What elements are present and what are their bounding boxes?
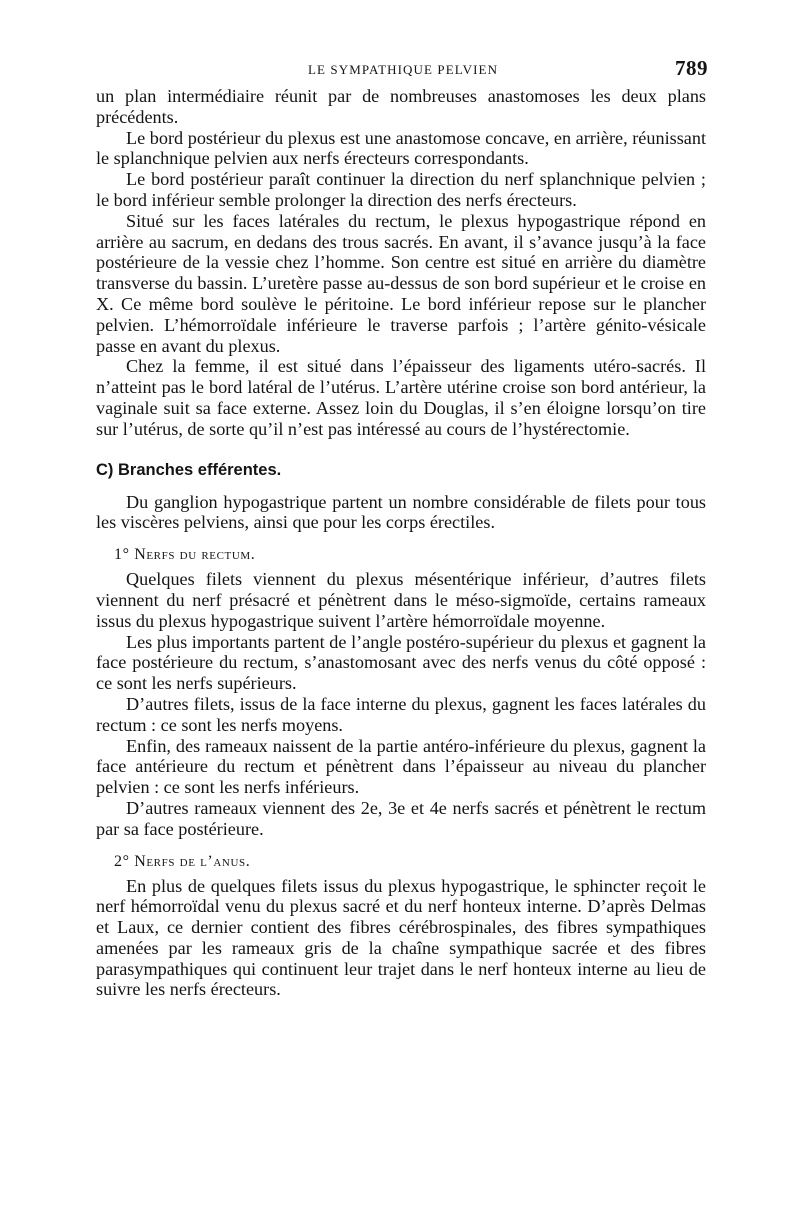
- document-page: [96, 56, 706, 1000]
- paragraph-rectum-3: D’autres filets, issus de la face interne du plexus, gagnent les faces latérales du rectum : ce sont les nerfs moyens.: [96, 693, 706, 735]
- paragraph-rectum-4: Enfin, des rameaux naissent de la partie antéro-inférieure du plexus, gagnent la face antérieure du rectum et pénètrent dans l’épaisseur au niveau du plancher pelvien : ce sont les nerfs inférieurs.: [96, 735, 706, 798]
- paragraph-efferent-intro: Du ganglion hypogastrique partent un nombre considérable de filets pour tous les viscères pelviens, ainsi que pour les corps érectiles.: [96, 491, 706, 533]
- paragraph-posterior-border: Le bord postérieur du plexus est une anastomose concave, en arrière, réunissant le splanchnique pelvien aux nerfs érecteurs correspondants.: [96, 127, 706, 169]
- paragraph-rectum-5: D’autres rameaux viennent des 2e, 3e et 4e nerfs sacrés et pénètrent le rectum par sa face postérieure.: [96, 797, 706, 839]
- paragraph-relations-man: Situé sur les faces latérales du rectum, le plexus hypogastrique répond en arrière au sacrum, en dedans des trous sacrés. En avant, il s’avance jusqu’à la face postérieure de la vessie chez l’homme. Son centre est situé en arrière du diamètre transverse du bassin. L’uretère passe au-dessus de son bord supérieur et le croise en X. Ce même bord soulève le péritoine. Le bord inférieur repose sur le plancher pelvien. L’hémorroïdale inférieure le traverse parfois ; l’artère génito-vésicale passe en avant du plexus.: [96, 210, 706, 356]
- paragraph-direction: Le bord postérieur paraît continuer la direction du nerf splanchnique pelvien ; le bord inférieur semble prolonger la direction des nerfs érecteurs.: [96, 169, 706, 210]
- subheading-rectum-nerves: 1° Nerfs du rectum.: [114, 546, 256, 564]
- paragraph-continuation: un plan intermédiaire réunit par de nombreuses anastomoses les deux plans précédents.: [96, 86, 706, 127]
- paragraph-rectum-2: Les plus importants partent de l’angle postéro-supérieur du plexus et gagnent la face postérieure du rectum, s’anastomosant avec des nerfs venus du côté opposé : ce sont les nerfs supérieurs.: [96, 631, 706, 694]
- page-number: 789: [675, 56, 708, 80]
- paragraph-anus-1: En plus de quelques filets issus du plexus hypogastrique, le sphincter reçoit le nerf hémorroïdal venu du plexus sacré et du nerf honteux interne. D’après Delmas et Laux, ce dernier contient des fibres cérébrospinales, des fibres sympathiques amenées par les rameaux gris de la chaîne sympathique sacrée et des fibres parasympathiques qui continuent leur trajet dans le nerf honteux interne au lieu de suivre les nerfs érecteurs.: [96, 875, 706, 1000]
- page-header: [96, 56, 706, 86]
- subheading-anus-nerves: 2° Nerfs de l’anus.: [114, 852, 251, 870]
- paragraph-relations-woman: Chez la femme, il est situé dans l’épaisseur des ligaments utéro-sacrés. Il n’atteint pas le bord latéral de l’utérus. L’artère utérine croise son bord antérieur, la vaginale suit sa face externe. Assez loin du Douglas, il s’en éloigne lorsqu’on tire sur l’utérus, de sorte qu’il n’est pas intéressé au cours de l’hystérectomie.: [96, 356, 706, 439]
- section-heading-efferent-branches: C) Branches efférentes.: [96, 460, 282, 479]
- running-title: LE SYMPATHIQUE PELVIEN: [308, 62, 499, 77]
- paragraph-rectum-1: Quelques filets viennent du plexus mésentérique inférieur, d’autres filets viennent du nerf présacré et pénètrent dans le méso-sigmoïde, certains rameaux issus du plexus hypogastrique suivent l’artère hémorroïdale moyenne.: [96, 569, 706, 631]
